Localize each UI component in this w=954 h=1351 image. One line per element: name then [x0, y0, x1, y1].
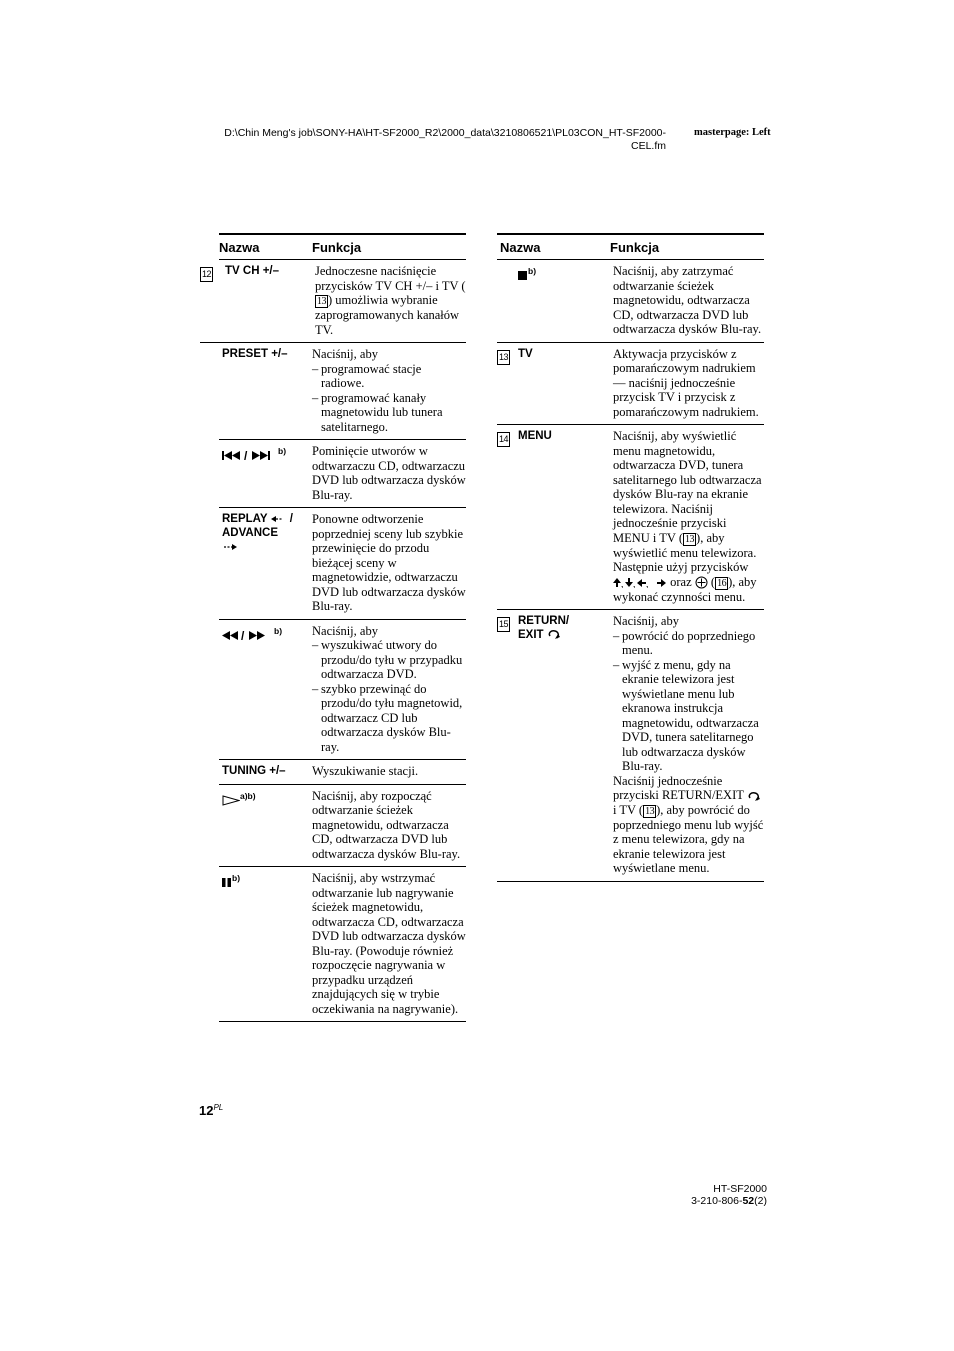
button-name: b)	[515, 264, 595, 337]
table-row	[497, 343, 764, 426]
callout-ref: 13	[685, 533, 695, 545]
play-icon	[222, 795, 240, 806]
footer-model: HT-SF2000	[713, 1183, 767, 1195]
button-name: b)	[219, 871, 297, 1016]
function-text: Ponowne odtworzenie poprzedniej sceny lub szybkie przewinięcie do przodu bieżącej sceny w magnetowidzie, odtwarzaczu DVD lub odtwarzacza dysków Blu-ray.	[312, 512, 466, 613]
svg-text:,: ,	[621, 578, 624, 588]
svg-text:/: /	[244, 450, 248, 462]
file-path-line2: CEL.fm	[630, 140, 666, 152]
enter-button-icon	[695, 576, 708, 589]
advance-icon	[222, 543, 238, 551]
callout-number: 15	[497, 617, 510, 632]
table-row	[219, 785, 466, 868]
function-text: Aktywacja przycisków z pomarańczowym nadrukiem — naciśnij jednocześnie przycisk TV i przycisk z pomarańczowym nadrukiem.	[613, 346, 759, 419]
callout-ref: 13	[645, 805, 655, 817]
function-text: Naciśnij, aby zatrzymać odtwarzanie ścieżek magnetowidu, odtwarzacza CD, odtwarzacza DVD lub odtwarzacza dysków Blu-ray.	[613, 264, 762, 336]
masterpage-label: masterpage: Left	[694, 127, 771, 138]
function-table-left	[201, 233, 466, 1022]
header-function: Funkcja	[610, 239, 660, 255]
table-row	[219, 867, 466, 1022]
footer-code: 3-210-806-52(2)	[691, 1195, 767, 1207]
function-text: Naciśnij, aby – wyszukiwać utwory do przodu/do tyłu w przypadku odtwarzacza DVD. – szybko przewinąć do przodu/do tyłu magnetowid, odtwarzacz CD lub odtwarzacza dysków Blu-ray.	[312, 623, 463, 754]
table-row	[219, 440, 466, 508]
arrow-keys-icon	[613, 578, 657, 588]
table-header	[497, 235, 764, 260]
file-path-line1: D:\Chin Meng's job\SONY-HA\HT-SF2000_R2\2000_data\3210806521\PL03CON_HT-SF2000-	[224, 127, 666, 139]
page-number: $12^{PL}$	[199, 1103, 224, 1118]
callout-number: 13	[497, 350, 510, 365]
svg-text:,: ,	[633, 578, 636, 588]
rewind-ff-icon	[222, 630, 274, 641]
table-row	[200, 260, 466, 343]
function-text: Wyszukiwanie stacji.	[312, 764, 419, 778]
return-icon	[547, 629, 563, 640]
button-name: a)b)	[219, 789, 297, 862]
callout-number: 12	[200, 267, 213, 282]
function-text: Naciśnij, aby – powrócić do poprzedniego menu. – wyjść z menu, gdy na ekranie telewizora jest wyświetlane menu lub ekranowa instrukcja magnetowidu, odtwarzacza DVD, tunera satelitarnego lub odtwarzacza dysków Blu-ray. Naciśnij jednocześnie przyciski RETURN/EXIT i TV ( 13 ), aby powrócić do poprzedniego menu lub wyjść z menu telewizora, gdy na ekranie telewizora jest wyświetlane menu.	[613, 614, 764, 875]
button-name: TV	[518, 347, 533, 360]
callout-ref: 13	[317, 296, 326, 307]
callout-ref: 16	[717, 577, 727, 589]
button-name: / $^{b)}$	[219, 624, 297, 755]
callout-number: 14	[497, 432, 510, 447]
table-row	[497, 610, 764, 882]
button-name: TV CH +/–	[225, 265, 280, 277]
table-row	[219, 508, 466, 620]
function-text: Naciśnij, aby wyświetlić menu magnetowidu, odtwarzacza DVD, tunera satelitarnego lub odtwarzacza dysków Blu-ray na ekranie telewizora. Naciśnij jednocześnie przyciski MENU i TV ( 13 ), aby wyświetlić menu telewizora. Następnie użyj przycisków , , , oraz ( 16 ), aby wykonać czynności menu.	[613, 429, 762, 604]
prev-next-icon	[222, 450, 278, 461]
header-name: Nazwa	[219, 239, 260, 255]
button-name: RETURN/ EXIT	[518, 615, 570, 641]
function-text: Naciśnij, aby – programować stacje radiowe. – programować kanały magnetowidu lub tunera satelitarnego.	[312, 347, 443, 434]
svg-text:,: ,	[646, 578, 649, 588]
header-name: Nazwa	[500, 239, 541, 255]
function-text: Naciśnij, aby wstrzymać odtwarzanie lub nagrywanie ścieżek magnetowidu, odtwarzacza CD, odtwarzacza DVD lub odtwarzacza dysków Blu-ray. (Powoduje również rozpoczęcie nagrywania w przypadku urządzeń znajdujących się w trybie oczekiwania na nagrywanie).	[312, 871, 466, 1016]
button-name: REPLAY / ADVANCE	[219, 512, 297, 614]
table-row	[219, 620, 466, 761]
svg-text:/: /	[241, 629, 245, 641]
file-path-header	[196, 127, 666, 153]
footer-model-code	[640, 1183, 767, 1207]
function-text: Pominięcie utworów w odtwarzaczu CD, odtwarzaczu DVD lub odtwarzacza dysków Blu-ray.	[312, 444, 466, 502]
arrow-right-icon	[657, 578, 667, 588]
function-table-right	[497, 233, 764, 882]
function-text: Jednoczesne naciśnięcie przycisków TV CH +/– i TV (13 ) umożliwia wybranie zaprogramowanych kanałów TV.	[315, 264, 466, 337]
table-row	[219, 343, 466, 440]
return-icon	[747, 791, 763, 802]
table-row	[497, 425, 764, 610]
table-header	[219, 235, 466, 260]
button-name: TUNING +/–	[222, 765, 286, 777]
button-name: MENU	[518, 430, 552, 442]
button-name: / $^{b)}$	[219, 444, 297, 502]
header-function: Funkcja	[312, 239, 362, 255]
function-text: Naciśnij, aby rozpocząć odtwarzanie ścieżek magnetowidu, odtwarzacza CD, odtwarzacza DVD lub odtwarzacza dysków Blu-ray.	[312, 788, 461, 861]
pause-icon	[222, 877, 232, 888]
table-row	[497, 260, 764, 343]
replay-icon	[271, 515, 287, 523]
stop-icon	[518, 271, 528, 281]
button-name: PRESET +/–	[222, 348, 288, 360]
table-row	[219, 760, 466, 785]
